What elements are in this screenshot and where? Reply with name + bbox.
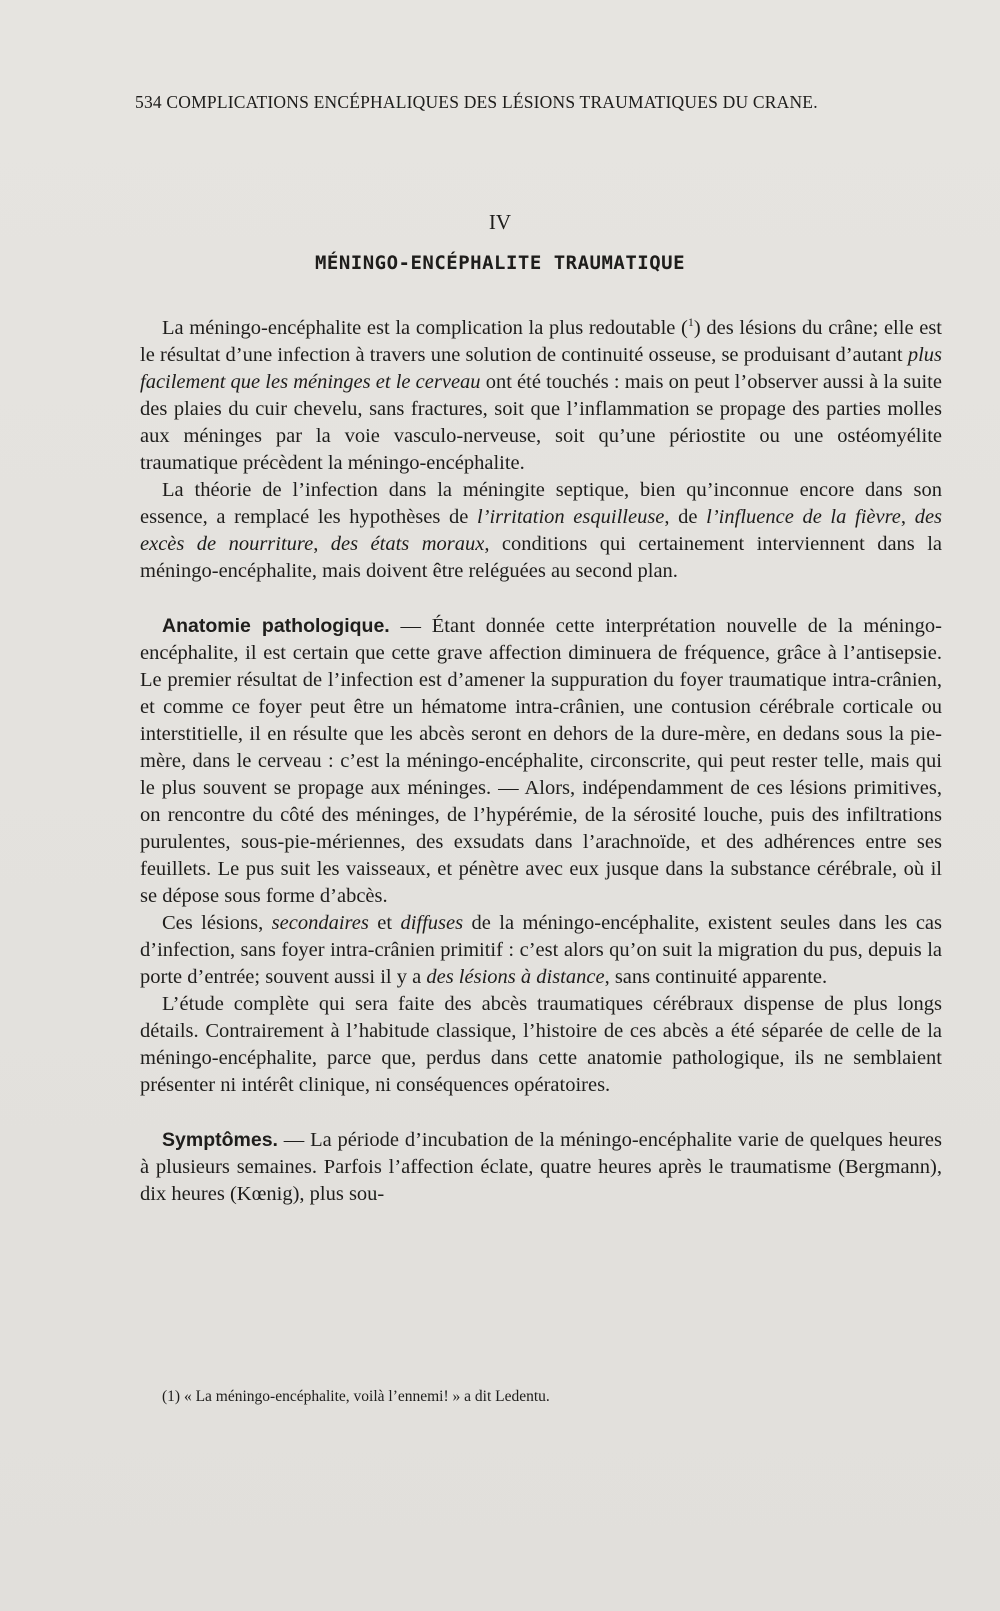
section-number: IV bbox=[488, 210, 512, 234]
footnote-mark: (1) bbox=[162, 1388, 181, 1405]
footnote-text: « La méningo-encéphalite, voilà l’ennemi! » a dit Ledentu. bbox=[180, 1388, 550, 1405]
italic-span: plus facilement que les méninges et le cerveau bbox=[140, 344, 942, 393]
section-title: MÉNINGO-ENCÉPHALITE TRAUMATIQUE bbox=[314, 252, 686, 274]
paragraph-symptomes bbox=[140, 1127, 942, 1208]
body-text bbox=[140, 315, 942, 1208]
text-span: , de bbox=[664, 506, 707, 528]
italic-span: des excès de nourriture bbox=[140, 506, 943, 555]
italic-span: l’irritation esquilleuse bbox=[476, 506, 665, 528]
text-span: — Étant donnée cette interprétation nouvelle de la méningo-encéphalite, il est certain que cette grave affection diminuera de fréquence, grâce à l’antisepsie. Le premier résultat de l’infection est d’amener la suppuration du foyer traumatique intra-crânien, et comme ce foyer peut être un hématome intra-crânien, une contusion cérébrale corticale ou interstitielle, il en résulte que les abcès seront en dehors de la dure-mère, en dedans sous la pie-mère, dans le cerveau : c’est la méningo-encéphalite, circonscrite, qui peut rester telle, mais qui le plus souvent se propage aux méninges. — Alors, indépendamment de ces lésions primitives, on rencontre du côté des méninges, de l’hypérémie, de la sérosité louche, puis des infiltrations purulentes, sous-pie-mériennes, des exsudats dans l’arachnoïde, et des adhérences entre ses feuillets. Le pus suit les vaisseaux, et pénètre avec eux jusque dans la substance cérébrale, où il se dépose sous forme d’abcès. bbox=[140, 615, 942, 907]
text-span: , conditions qui certainement interviennent dans la méningo-encéphalite, mais doivent être reléguées au second plan. bbox=[140, 533, 942, 582]
text-span: Ces lésions, bbox=[162, 912, 272, 934]
paragraph-1 bbox=[140, 315, 942, 477]
paragraph-2 bbox=[140, 477, 942, 585]
subheading-symptomes: Symptômes. bbox=[162, 1129, 278, 1151]
italic-span: l’influence de la fièvre bbox=[706, 506, 901, 528]
subheading-anatomie: Anatomie pathologique. bbox=[162, 615, 390, 637]
italic-span: des états moraux bbox=[330, 533, 485, 555]
italic-span: secondaires bbox=[271, 912, 369, 934]
footnote-ref: 1 bbox=[687, 315, 694, 330]
italic-span: diffuses bbox=[400, 912, 464, 934]
paragraph-4 bbox=[140, 910, 942, 991]
text-span: — La période d’incubation de la méningo-encéphalite varie de quelques heures à plusieurs semaines. Parfois l’affection éclate, quatre heures après le traumatisme (Bergmann), dix heures (Kœnig), plus sou- bbox=[140, 1129, 942, 1205]
paragraph-anatomie bbox=[140, 613, 942, 910]
text-span: ont été touchés : mais on peut l’observer aussi à la suite des plaies du cuir chevelu, sans fractures, soit que l’inflammation se propage des parties molles aux méninges par la voie vasculo-nerveuse, soit qu’une périostite ou une ostéomyélite traumatique précèdent la méningo-encéphalite. bbox=[140, 371, 942, 474]
text-span: , bbox=[900, 506, 915, 528]
text-span: , bbox=[313, 533, 331, 555]
text-span: et bbox=[368, 912, 401, 934]
running-head: 534 COMPLICATIONS ENCÉPHALIQUES DES LÉSIONS TRAUMATIQUES DU CRANE. bbox=[135, 92, 818, 112]
text-span: de la méningo-encéphalite, existent seules dans les cas d’infection, sans foyer intra-crânien primitif : c’est alors qu’on suit la migration du pus, depuis la porte d’entrée; souvent aussi il y a bbox=[140, 912, 942, 988]
text-span: La méningo-encéphalite est la complication la plus redoutable ( bbox=[162, 317, 688, 339]
text-span: , sans continuité apparente. bbox=[604, 966, 828, 988]
text-span: ) des lésions du crâne; elle est le résultat d’une infection à travers une solution de continuité osseuse, se produisant d’autant bbox=[140, 317, 942, 366]
paragraph-5: L’étude complète qui sera faite des abcès traumatiques cérébraux dispense de plus longs détails. Contrairement à l’habitude classique, l’histoire de ces abcès a été séparée de celle de la méningo-encéphalite, parce que, perdus dans cette anatomie pathologique, ils ne semblaient présenter ni intérêt clinique, ni conséquences opératoires. bbox=[140, 993, 942, 1096]
italic-span: des lésions à distance bbox=[426, 966, 605, 988]
text-span: La théorie de l’infection dans la méningite septique, bien qu’inconnue encore dans son essence, a remplacé les hypothèses de bbox=[140, 479, 942, 528]
footnote bbox=[162, 1388, 942, 1406]
